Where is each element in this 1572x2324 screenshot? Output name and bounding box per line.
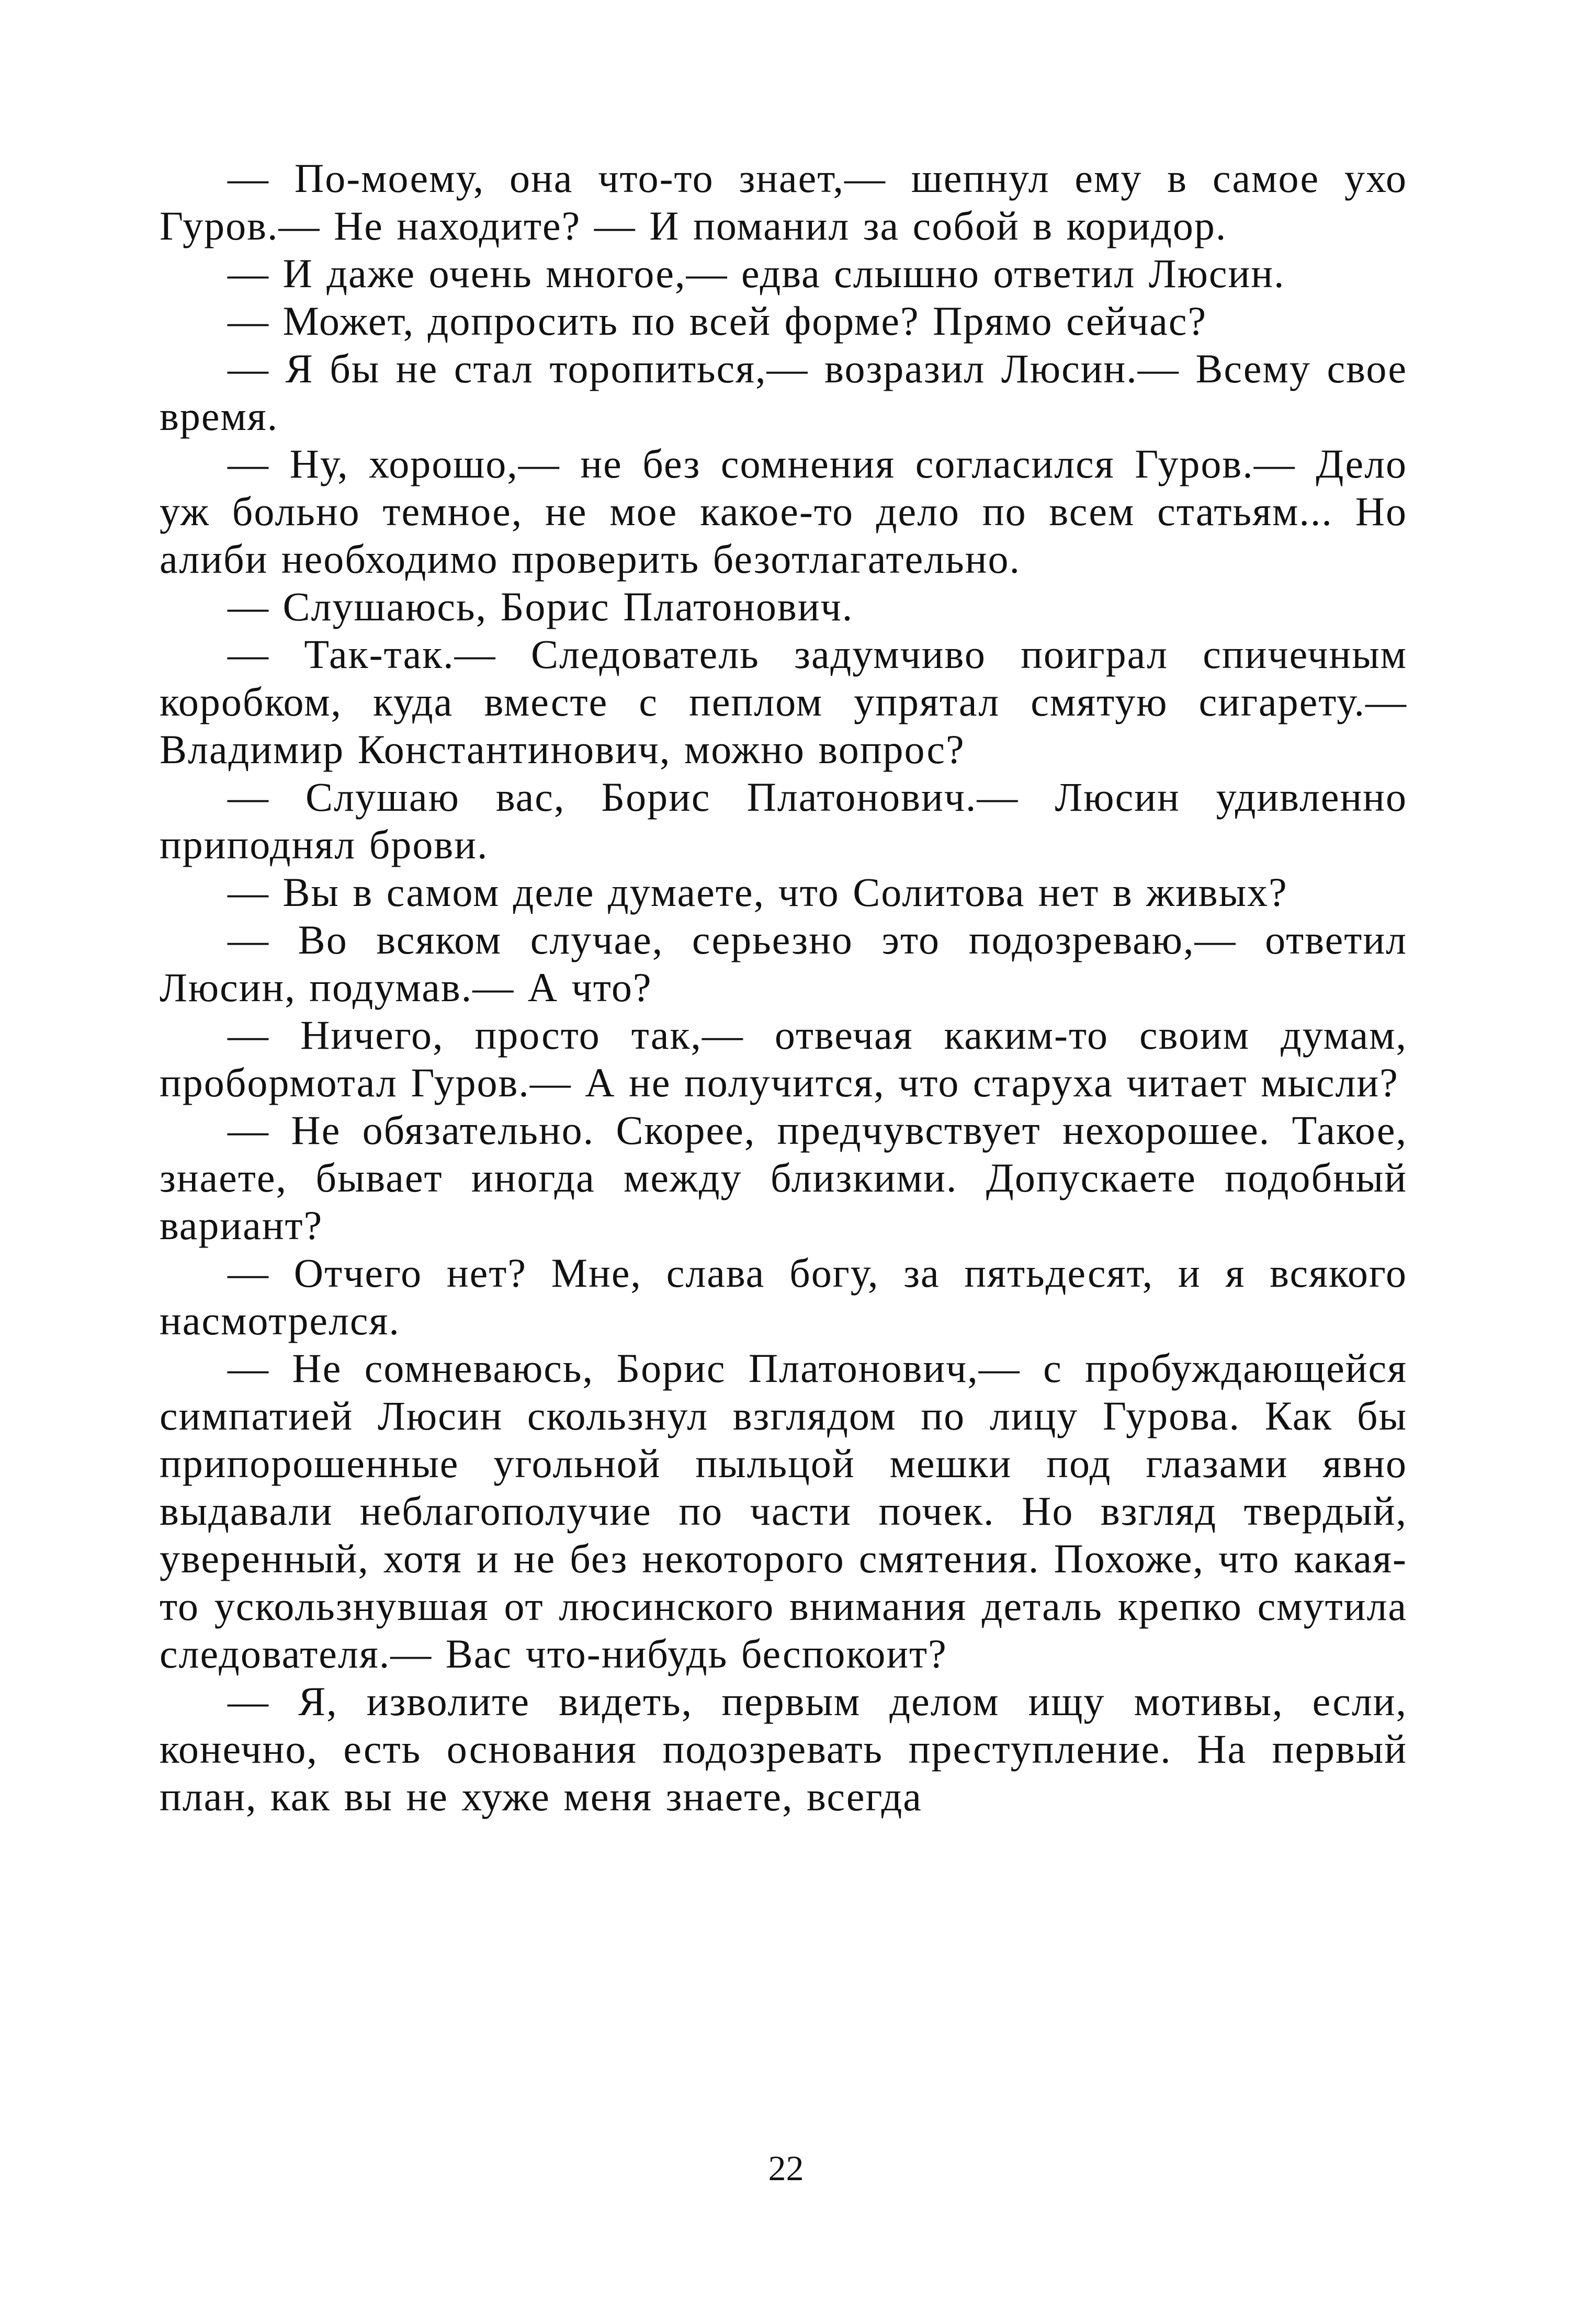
- body-text: [160, 154, 1407, 1820]
- paragraph: — Во всяком случае, серьезно это подозреваю,— ответил Люсин, подумав.— А что?: [160, 917, 1407, 1010]
- paragraph: — Я, изволите видеть, первым делом ищу мотивы, если, конечно, есть основания подозревать преступление. На первый план, как вы не хуже меня знаете, всегда: [160, 1679, 1407, 1819]
- paragraph: — Так-так.— Следователь задумчиво поиграл спичечным коробком, куда вместе с пеплом упрятал смятую сигарету.— Владимир Константинович, можно вопрос?: [160, 631, 1407, 772]
- paragraph: — Я бы не стал торопиться,— возразил Люсин.— Всему свое время.: [160, 346, 1407, 439]
- paragraph: — Ничего, просто так,— отвечая каким-то своим думам, пробормотал Гуров.— А не получится, что старуха читает мысли?: [160, 1012, 1407, 1105]
- paragraph: — По-моему, она что-то знает,— шепнул ему в самое ухо Гуров.— Не находите? — И поманил за собой в коридор.: [160, 155, 1407, 248]
- paragraph: — Ну, хорошо,— не без сомнения согласился Гуров.— Дело уж больно темное, не мое какое-то дело по всем статьям... Но алиби необходимо проверить безотлагательно.: [160, 441, 1407, 582]
- paragraph: — Не сомневаюсь, Борис Платонович,— с пробуждающейся симпатией Люсин скользнул взглядом по лицу Гурова. Как бы припорошенные угольной пыльцой мешки под глазами явно выдавали неблагополучие по части почек. Но взгляд твердый, уверенный, хотя и не без некоторого смятения. Похоже, что какая-то ускользнувшая от люсинского внимания деталь крепко смутила следователя.— Вас что-нибудь беспокоит?: [160, 1345, 1407, 1676]
- paragraph: — Отчего нет? Мне, слава богу, за пятьдесят, и я всякого насмотрелся.: [160, 1250, 1407, 1343]
- paragraph: — Вы в самом деле думаете, что Солитова нет в живых?: [228, 869, 1288, 915]
- paragraph: — И даже очень многое,— едва слышно ответил Люсин.: [228, 251, 1285, 296]
- page-number: 22: [768, 2148, 804, 2188]
- paragraph: — Может, допросить по всей форме? Прямо сейчас?: [228, 298, 1207, 344]
- paragraph: — Слушаюсь, Борис Платонович.: [228, 584, 854, 629]
- paragraph: — Слушаю вас, Борис Платонович.— Люсин удивленно приподнял брови.: [160, 774, 1407, 867]
- paragraph: — Не обязательно. Скорее, предчувствует нехорошее. Такое, знаете, бывает иногда между близкими. Допускаете подобный вариант?: [160, 1107, 1407, 1248]
